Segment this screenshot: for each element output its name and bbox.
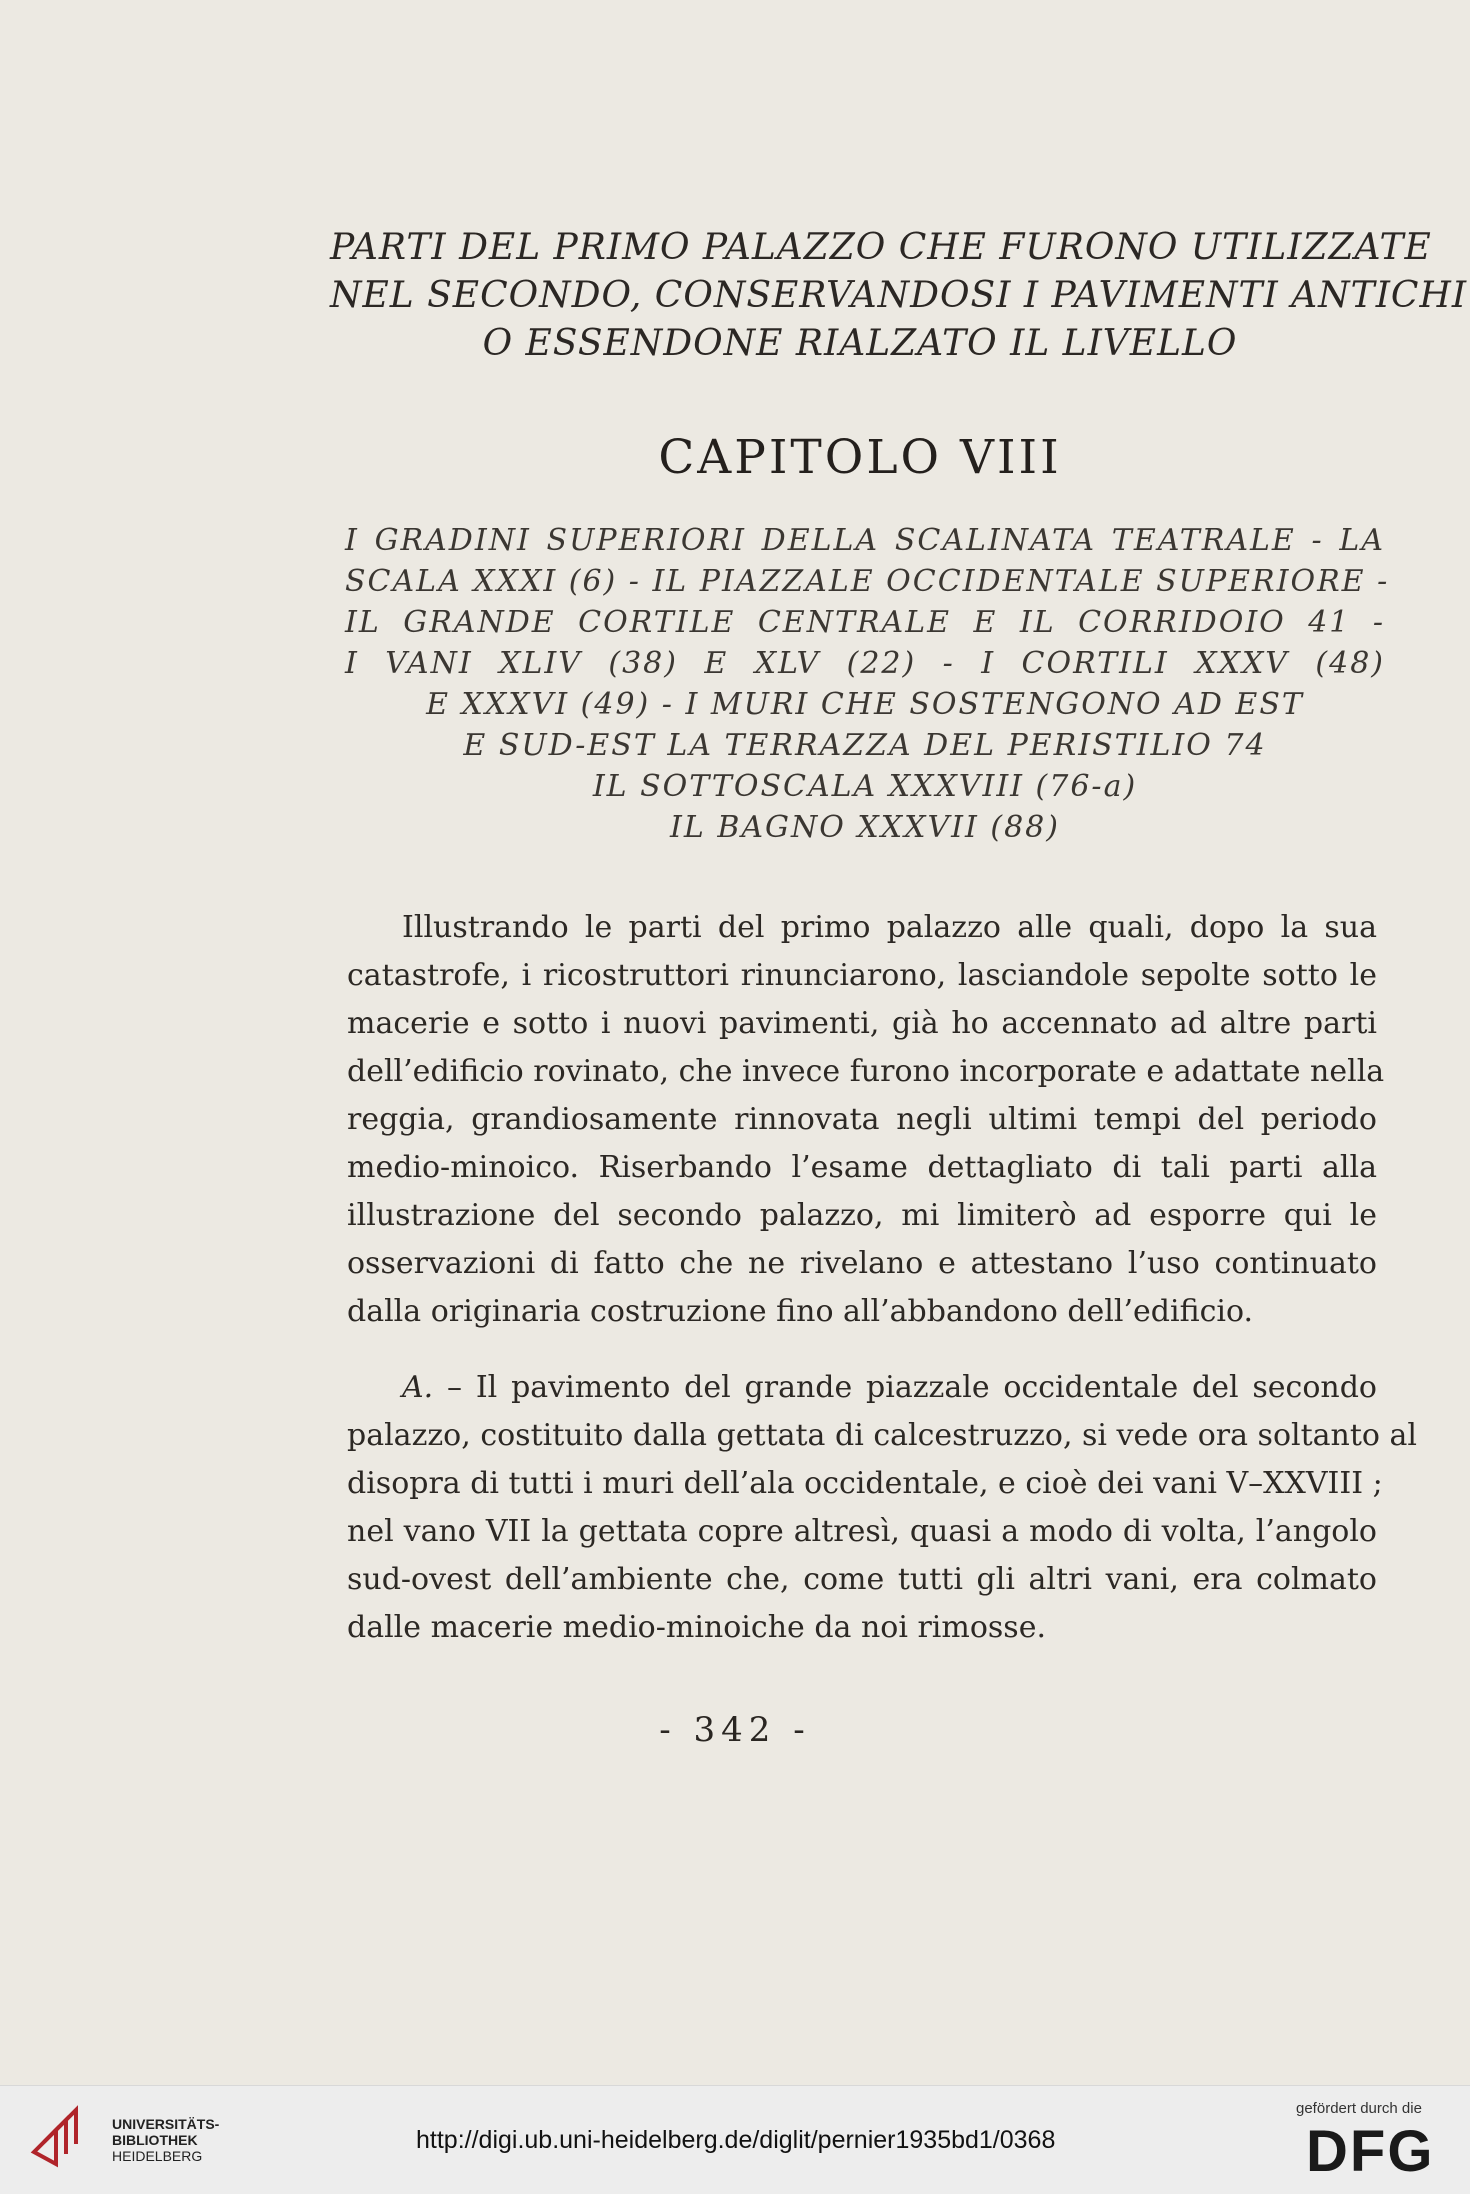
paragraph-line-text: – Il pavimento del grande piazzale occidentale del secondo: [433, 1370, 1377, 1405]
dfg-logo: DFG: [1306, 2119, 1435, 2184]
paragraph-line: Illustrando le parti del primo palazzo alle quali, dopo la sua: [402, 910, 1377, 945]
heading-line: PARTI DEL PRIMO PALAZZO CHE FURONO UTILIZZATE: [330, 227, 1432, 268]
page-number: - 342 -: [659, 1710, 811, 1750]
summary-line: E XXXVI (49) - I MURI CHE SOSTENGONO AD EST: [426, 687, 1304, 722]
chapter-summary: [345, 520, 1390, 848]
section-heading: [330, 224, 1468, 368]
library-logo-icon: [26, 2102, 96, 2172]
permalink-url[interactable]: http://digi.ub.uni-heidelberg.de/diglit/pernier1935bd1/0368: [416, 2126, 1056, 2154]
summary-line: IL GRANDE CORTILE CENTRALE E IL CORRIDOIO 41 -: [345, 605, 1385, 640]
funded-by-label: gefördert durch die: [1296, 2100, 1422, 2117]
library-name-line: UNIVERSITÄTS-: [112, 2116, 220, 2132]
paragraph-line: [347, 1364, 1377, 1412]
summary-line: I VANI XLIV (38) E XLV (22) - I CORTILI XXXV (48): [345, 646, 1385, 681]
paragraph-line: medio-minoico. Riserbando l’esame dettagliato di tali parti alla: [347, 1150, 1377, 1185]
heading-line: NEL SECONDO, CONSERVANDOSI I PAVIMENTI ANTICHI: [330, 275, 1468, 316]
paragraph-line: illustrazione del secondo palazzo, mi limiterò ad esporre qui le: [347, 1198, 1377, 1233]
paragraph-line: palazzo, costituito dalla gettata di calcestruzzo, si vede ora soltanto al: [347, 1418, 1418, 1453]
summary-line: I GRADINI SUPERIORI DELLA SCALINATA TEATRALE - LA: [345, 523, 1385, 558]
paragraph-line: osservazioni di fatto che ne rivelano e attestano l’uso continuato: [347, 1246, 1377, 1281]
paragraph-line: macerie e sotto i nuovi pavimenti, già ho accennato ad altre parti: [347, 1006, 1377, 1041]
paragraph-marker: A.: [402, 1370, 434, 1405]
paragraph-a: [347, 1364, 1418, 1652]
paragraph-line: dell’edificio rovinato, che invece furono incorporate e adattate nella: [347, 1054, 1385, 1089]
paragraph-line: reggia, grandiosamente rinnovata negli ultimi tempi del periodo: [347, 1102, 1377, 1137]
summary-line: IL BAGNO XXXVII (88): [670, 810, 1060, 845]
summary-line: E SUD-EST LA TERRAZZA DEL PERISTILIO 74: [463, 728, 1267, 763]
library-name-line: BIBLIOTHEK: [112, 2132, 198, 2148]
summary-line: IL SOTTOSCALA XXXVIII (76-a): [592, 769, 1138, 804]
chapter-title: CAPITOLO VIII: [658, 430, 1062, 485]
viewer-footer: [0, 2085, 1470, 2194]
heading-line: O ESSENDONE RIALZATO IL LIVELLO: [482, 323, 1238, 364]
library-name-line: HEIDELBERG: [112, 2148, 203, 2164]
paragraph-line: sud-ovest dell’ambiente che, come tutti gli altri vani, era colmato: [347, 1562, 1377, 1597]
summary-line: SCALA XXXI (6) - IL PIAZZALE OCCIDENTALE SUPERIORE -: [345, 564, 1390, 599]
paragraph-line: dalle macerie medio-minoiche da noi rimosse.: [347, 1610, 1046, 1645]
paragraph-line: dalla originaria costruzione fino all’abbandono dell’edificio.: [347, 1294, 1254, 1329]
library-name: [112, 2116, 219, 2164]
paragraph-intro: [347, 904, 1385, 1336]
paragraph-line: nel vano VII la gettata copre altresì, quasi a modo di volta, l’angolo: [347, 1514, 1377, 1549]
paragraph-line: catastrofe, i ricostruttori rinunciarono, lasciandole sepolte sotto le: [347, 958, 1377, 993]
paragraph-line: disopra di tutti i muri dell’ala occidentale, e cioè dei vani V–XXVIII ;: [347, 1466, 1383, 1501]
